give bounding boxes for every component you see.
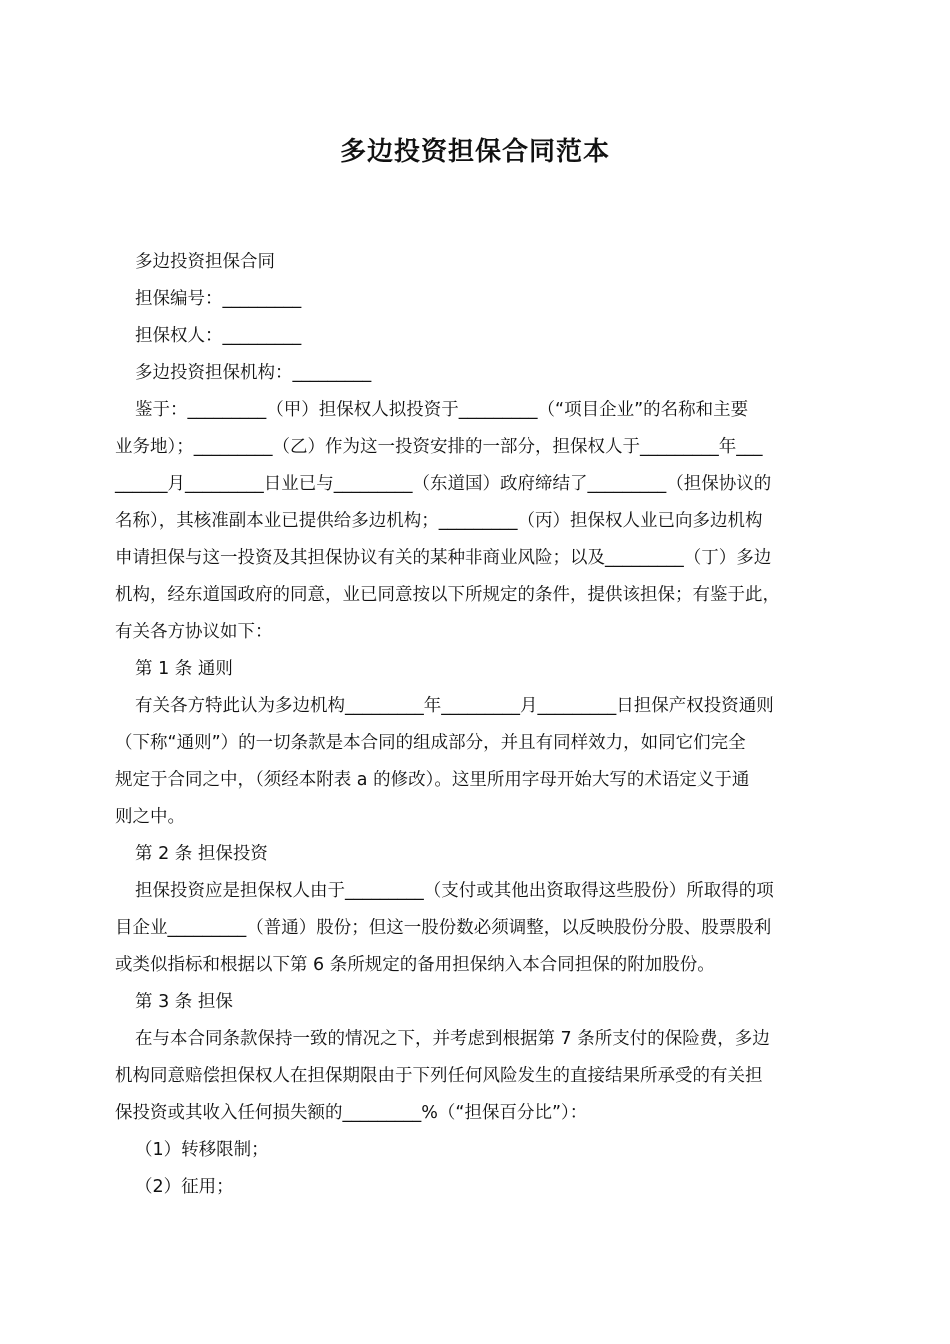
document-body: [115, 244, 840, 1206]
paragraph-line: ______月_________日业已与_________（东道国）政府缔结了_________（担保协议的: [115, 474, 772, 494]
agency-field: 多边投资担保机构：_________: [135, 363, 372, 383]
guarantee-number-field: 担保编号：_________: [135, 289, 302, 309]
paragraph-line: 则之中。: [115, 807, 185, 827]
guarantee-holder-field: 担保权人：_________: [135, 326, 302, 346]
paragraph-line: 有关各方特此认为多边机构_________年_________月_________日担保产权投资通则: [135, 696, 774, 716]
article-heading: 第 1 条 通则: [135, 659, 233, 679]
paragraph-line: 有关各方协议如下：: [115, 622, 273, 642]
paragraph-line: 或类似指标和根据以下第 6 条所规定的备用担保纳入本合同担保的附加股份。: [115, 955, 715, 975]
paragraph-line: 申请担保与这一投资及其担保协议有关的某种非商业风险；以及_________（丁）多边: [115, 548, 772, 568]
paragraph-line: （下称“通则”）的一切条款是本合同的组成部分，并且有同样效力，如同它们完全: [115, 733, 746, 753]
paragraph-line: 机构同意赔偿担保权人在担保期限由于下列任何风险发生的直接结果所承受的有关担: [115, 1066, 763, 1086]
article-heading: 第 3 条 担保: [135, 992, 233, 1012]
paragraph-line: 规定于合同之中，（须经本附表 a 的修改）。这里所用字母开始大写的术语定义于通: [115, 770, 750, 790]
paragraph-line: 鉴于：_________（甲）担保权人拟投资于_________（“项目企业”的名称和主要: [135, 400, 749, 420]
paragraph-line: 机构，经东道国政府的同意，业已同意按以下所规定的条件，提供该担保；有鉴于此，: [115, 585, 780, 605]
paragraph-line: 在与本合同条款保持一致的情况之下，并考虑到根据第 7 条所支付的保险费，多边: [135, 1029, 770, 1049]
paragraph-line: 目企业_________（普通）股份；但这一股份数必须调整，以反映股份分股、股票股利: [115, 918, 772, 938]
paragraph-line: 业务地）；_________（乙）作为这一投资安排的一部分，担保权人于_________年___: [115, 437, 763, 457]
list-item: （1）转移限制；: [135, 1140, 269, 1160]
paragraph-line: 保投资或其收入任何损失额的_________%（“担保百分比”）：: [115, 1103, 588, 1123]
article-heading: 第 2 条 担保投资: [135, 844, 268, 864]
paragraph-line: 名称），其核准副本业已提供给多边机构；_________（丙）担保权人业已向多边机构: [115, 511, 763, 531]
contract-heading: 多边投资担保合同: [135, 252, 275, 272]
list-item: （2）征用；: [135, 1177, 234, 1197]
paragraph-line: 担保投资应是担保权人由于_________（支付或其他出资取得这些股份）所取得的项: [135, 881, 774, 901]
document-title: 多边投资担保合同范本: [339, 137, 610, 167]
